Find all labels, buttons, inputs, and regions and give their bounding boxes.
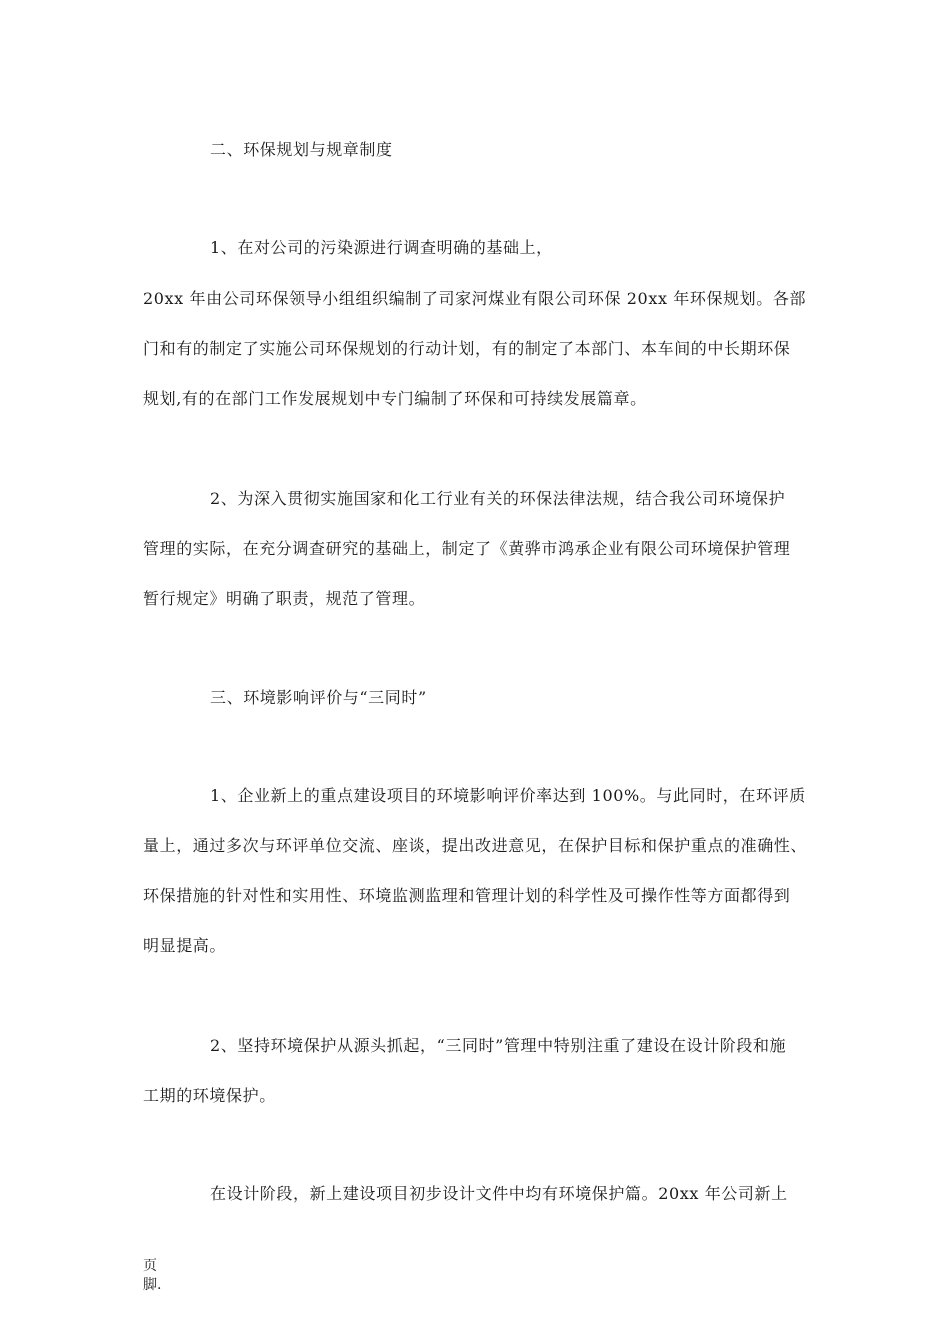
footer-label: 脚. [143, 1277, 162, 1293]
paragraph-line: 1、企业新上的重点建设项目的环境影响评价率达到 100%。与此同时，在环评质 [210, 786, 806, 805]
section-heading-3: 三、环境影响评价与“三同时” [210, 688, 427, 707]
paragraph-line: 管理的实际，在充分调查研究的基础上，制定了《黄骅市鸿承企业有限公司环境保护管理 [143, 539, 791, 558]
paragraph-line: 20xx 年由公司环保领导小组组织编制了司家河煤业有限公司环保 20xx 年环保规划。各部 [143, 289, 807, 308]
paragraph-line: 在设计阶段，新上建设项目初步设计文件中均有环境保护篇。20xx 年公司新上 [210, 1184, 788, 1203]
footer-label: 页 [143, 1258, 157, 1274]
paragraph-line: 1、在对公司的污染源进行调查明确的基础上， [210, 238, 553, 257]
paragraph-line: 门和有的制定了实施公司环保规划的行动计划，有的制定了本部门、本车间的中长期环保 [143, 339, 791, 358]
paragraph-line: 暂行规定》明确了职责，规范了管理。 [143, 589, 426, 608]
paragraph-line: 量上，通过多次与环评单位交流、座谈，提出改进意见，在保护目标和保护重点的准确性、 [143, 836, 808, 855]
paragraph-line: 明显提高。 [143, 936, 227, 955]
paragraph-line: 环保措施的针对性和实用性、环境监测监理和管理计划的科学性及可操作性等方面都得到 [143, 886, 791, 905]
paragraph-line: 2、为深入贯彻实施国家和化工行业有关的环保法律法规，结合我公司环境保护 [210, 489, 786, 508]
section-heading-2: 二、环保规划与规章制度 [210, 140, 393, 159]
paragraph-line: 工期的环境保护。 [143, 1086, 276, 1105]
paragraph-line: 规划,有的在部门工作发展规划中专门编制了环保和可持续发展篇章。 [143, 389, 647, 408]
paragraph-line: 2、坚持环境保护从源头抓起，“三同时”管理中特别注重了建设在设计阶段和施 [210, 1036, 787, 1055]
